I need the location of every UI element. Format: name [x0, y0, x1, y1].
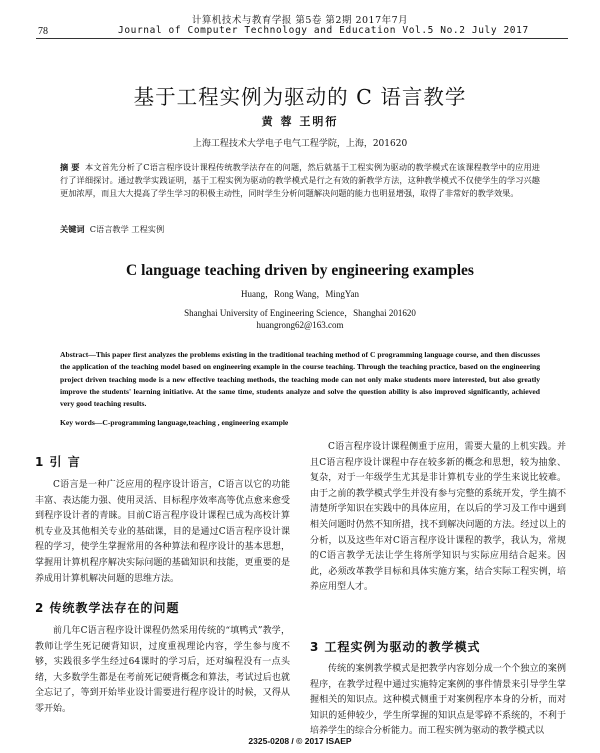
abstract-cn-text: 本文首先分析了C语言程序设计课程传统教学法存在的问题，然后就基于工程实例为驱动的教学模式在该课程教学中的应用进行了详细探讨。通过教学实践证明，基于工程实例为驱动的教学模式是行之有效的新教学方法，这种教学模式不仅使学生的学习兴趣更加浓厚，而且大大提高了学生学习的积极主动性，同时学生分析问题解决问题的能力也明显增强，取得了非常好的教学效果。: [60, 162, 540, 198]
authors-en: Huang，Rong Wang，MingYan: [241, 289, 359, 299]
paper-title-en: C language teaching driven by engineering examples: [126, 262, 474, 279]
affiliation-en: Shanghai University of Engineering Science，Shanghai 201620: [184, 308, 416, 318]
header-divider: [36, 38, 568, 39]
keywords-cn-label: 关键词: [60, 224, 85, 234]
abstract-en-label: Abstract—: [60, 350, 96, 359]
abstract-en-text: This paper first analyzes the problems existing in the traditional teaching method of C programming language course, and then discusses the application of the teaching model based on engineering example in the course teaching. Through the teaching practice, based on the engineering project driven teaching mode is a new effective teaching methods, the teaching mode can not only make students more interested, but also greatly improve the students' learning initiative. At the same time, students analyze and solve the question ability is also improved significantly, achieved very good teaching results.: [60, 350, 540, 409]
footer-issn: 2325-0208 / © 2017 ISAEP: [248, 736, 352, 746]
keywords-cn-text: C语言教学 工程实例: [89, 224, 165, 234]
author-email: huangrong62@163.com: [256, 320, 344, 330]
keywords-en: [60, 418, 540, 427]
abstract-cn-label: 摘 要: [60, 162, 80, 172]
authors-cn: 黄 蓉 王明衎: [261, 115, 339, 128]
right-paragraph-1: C语言程序设计课程侧重于应用，需要大量的上机实践。并且C语言程序设计课程中存在较多新的概念和思想，较为抽象、复杂，对于一年级学生尤其是非计算机专业的学生来说比较难。由于之前的教学模式学生并没有参与完整的系统开发，学生搞不清楚所学知识在实践中的具体应用，在以后的学习及工作中遇到相关问题时仍然不知所措，找不到解决问题的方法。经过以上的分析，以及这些年对C语言程序设计课程的教学，我认为，常规的C语言教学无法让学生将所学知识与实际应用结合起来。因此，必须改革教学目标和具体实施方案，结合实际工程实例，培养应用型人才。: [310, 442, 566, 593]
right-column-body-2: [310, 662, 566, 740]
keywords-en-label: Key words—: [60, 418, 103, 427]
right-column-body-1: [310, 440, 566, 596]
journal-header-cn: 计算机技术与教育学报 第5卷 第2期 2017年7月: [191, 15, 409, 26]
section-2-body: [35, 624, 290, 718]
section-1-heading: 1 引 言: [35, 455, 81, 469]
keywords-cn: [60, 224, 540, 235]
abstract-en: [60, 349, 540, 410]
section-1-body: [35, 478, 290, 587]
section-3-heading: 3 工程实例为驱动的教学模式: [310, 640, 481, 654]
page-number: 78: [38, 26, 48, 37]
right-paragraph-2: 传统的案例教学模式是把教学内容划分成一个个独立的案例程序，在教学过程中通过实施特定案例的事件情景来引导学生掌握相关的知识点。这种模式侧重于对案例程序本身的分析，而对知识的延伸较少，学生所掌握的知识点是零碎不系统的，不利于培养学生的综合分析能力。而工程实例为驱动的教学模式以: [310, 664, 566, 737]
affiliation-cn: 上海工程技术大学电子电气工程学院，上海，201620: [192, 139, 408, 149]
section-2-heading: 2 传统教学法存在的问题: [35, 601, 180, 615]
keywords-en-text: C-programming language,teaching , engineering example: [102, 418, 289, 427]
section-1-paragraph: C语言是一种广泛应用的程序设计语言，C语言以它的功能丰富、表达能力强、使用灵活、目标程序效率高等优点愈来愈受到程序设计者的青睐。目前C语言程序设计课程已成为高校计算机专业及其他相关专业的基础课，目的是通过C语言程序设计课程的学习，使学生掌握常用的各种算法和程序设计的基本思想，掌握用计算机程序解决实际问题的基础知识和技能，更重要的是养成用计算机解决问题的思维方法。: [35, 480, 290, 584]
abstract-cn: [60, 161, 540, 200]
paper-title-cn: 基于工程实例为驱动的 C 语言教学: [133, 85, 467, 109]
journal-header-en: Journal of Computer Technology and Education Vol.5 No.2 July 2017: [118, 25, 529, 36]
section-2-paragraph: 前几年C语言程序设计课程仍然采用传统的“填鸭式”教学，教师让学生死记硬背知识，过度重视理论内容，学生参与度不够，实践很多学生经过64课时的学习后，还对编程没有一点头绪，大多数学生都是在考前死记硬背概念和算法，考试过后也就全忘记了，等到开始毕业设计需要进行程序设计的时候，又得从零开始。: [35, 626, 290, 714]
